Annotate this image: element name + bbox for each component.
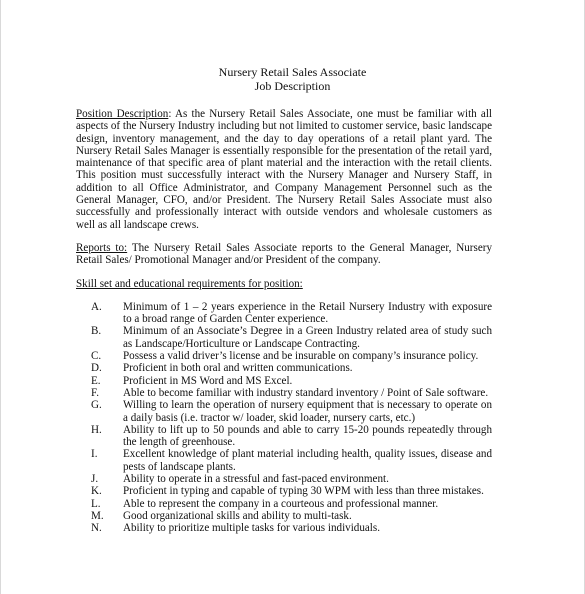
requirement-letter: M. [91, 509, 104, 522]
requirement-text: Proficient in typing and capable of typing 30 WPM with less than three mistakes. [123, 485, 484, 498]
requirement-text: Minimum of 1 – 2 years experience in the Retail Nursery Industry with exposure to a broad range of Garden Center experience. [123, 300, 492, 326]
requirement-letter: L. [91, 497, 101, 510]
requirement-letter: B. [91, 325, 102, 338]
requirement-letter: I. [91, 448, 98, 461]
requirement-letter: A. [91, 300, 102, 313]
requirement-item [76, 522, 492, 534]
requirement-text: Good organizational skills and ability to multi-task. [123, 509, 352, 522]
document-subtitle: Job Description [254, 79, 331, 93]
position-description-text: : As the Nursery Retail Sales Associate, one must be familiar with all aspects of the Nursery Industry including but not limited to customer service, basic landscape design, inventory management, and the day to day operations of a retail plant yard. The Nursery Retail Sales Manager is essentially responsible for the presentation of the retail yard, maintenance of that specific area of plant material and the interaction with the retail clients. This position must successfully interact with the Nursery Manager and Nursery Staff, in addition to all Office Administrator, and Company Management Personnel such as the General Manager, CFO, and/or President. The Nursery Retail Sales Associate must also successfully and professionally interact with outside vendors and wholesale customers as well as all landscape crews. [76, 108, 493, 231]
requirement-item [76, 424, 492, 449]
position-description-paragraph [76, 108, 492, 231]
requirement-item [76, 448, 492, 473]
requirement-item [76, 325, 492, 350]
document-title: Nursery Retail Sales Associate [218, 65, 367, 79]
requirement-text: Willing to learn the operation of nursery equipment that is necessary to operate on a daily basis (i.e. tractor w/ loader, skid loader, nursery carts, etc.) [123, 399, 492, 424]
requirement-item [76, 301, 492, 326]
requirement-letter: F. [91, 386, 100, 399]
requirement-letter: G. [91, 399, 102, 412]
requirement-text: Possess a valid driver’s license and be insurable on company’s insurance policy. [123, 350, 479, 363]
requirement-item [76, 387, 492, 399]
requirement-text: Proficient in both oral and written communications. [123, 362, 353, 375]
requirement-text: Excellent knowledge of plant material including health, quality issues, disease and pests of landscape plants. [123, 448, 492, 473]
requirement-item [76, 485, 492, 497]
requirement-text: Proficient in MS Word and MS Excel. [123, 374, 293, 387]
requirement-letter: E. [91, 374, 101, 387]
requirement-text: Ability to operate in a stressful and fast-paced environment. [123, 473, 389, 486]
requirement-text: Minimum of an Associate’s Degree in a Green Industry related area of study such as Landscape/Horticulture or Landscape Contracting. [123, 325, 492, 350]
requirement-item [76, 473, 492, 485]
document-body [76, 108, 492, 535]
requirement-letter: D. [91, 362, 102, 375]
skills-heading: Skill set and educational requirements for position: [76, 277, 303, 290]
requirement-letter: N. [91, 522, 102, 535]
requirement-item [76, 375, 492, 387]
reports-to-text: The Nursery Retail Sales Associate reports to the General Manager, Nursery Retail Sales/ Promotional Manager and/or President of the company. [76, 241, 492, 267]
requirement-text: Ability to lift up to 50 pounds and able to carry 15-20 pounds repeatedly through the length of greenhouse. [123, 423, 492, 449]
reports-to-paragraph [76, 242, 492, 267]
requirement-letter: J. [91, 473, 99, 486]
requirements-list [76, 301, 492, 535]
requirement-text: Able to represent the company in a courteous and professional manner. [123, 497, 439, 510]
reports-to-label: Reports to: [76, 241, 128, 254]
requirement-text: Ability to prioritize multiple tasks for various individuals. [123, 522, 380, 535]
requirement-letter: K. [91, 485, 102, 498]
requirement-letter: C. [91, 350, 102, 363]
title-block [0, 65, 585, 93]
requirement-item [76, 498, 492, 510]
requirement-letter: H. [91, 423, 102, 436]
requirement-item [76, 362, 492, 374]
requirement-item [76, 510, 492, 522]
requirement-text: Able to become familiar with industry standard inventory / Point of Sale software. [123, 386, 489, 399]
requirement-item [76, 399, 492, 424]
position-description-label: Position Description [76, 108, 169, 120]
requirement-item [76, 350, 492, 362]
